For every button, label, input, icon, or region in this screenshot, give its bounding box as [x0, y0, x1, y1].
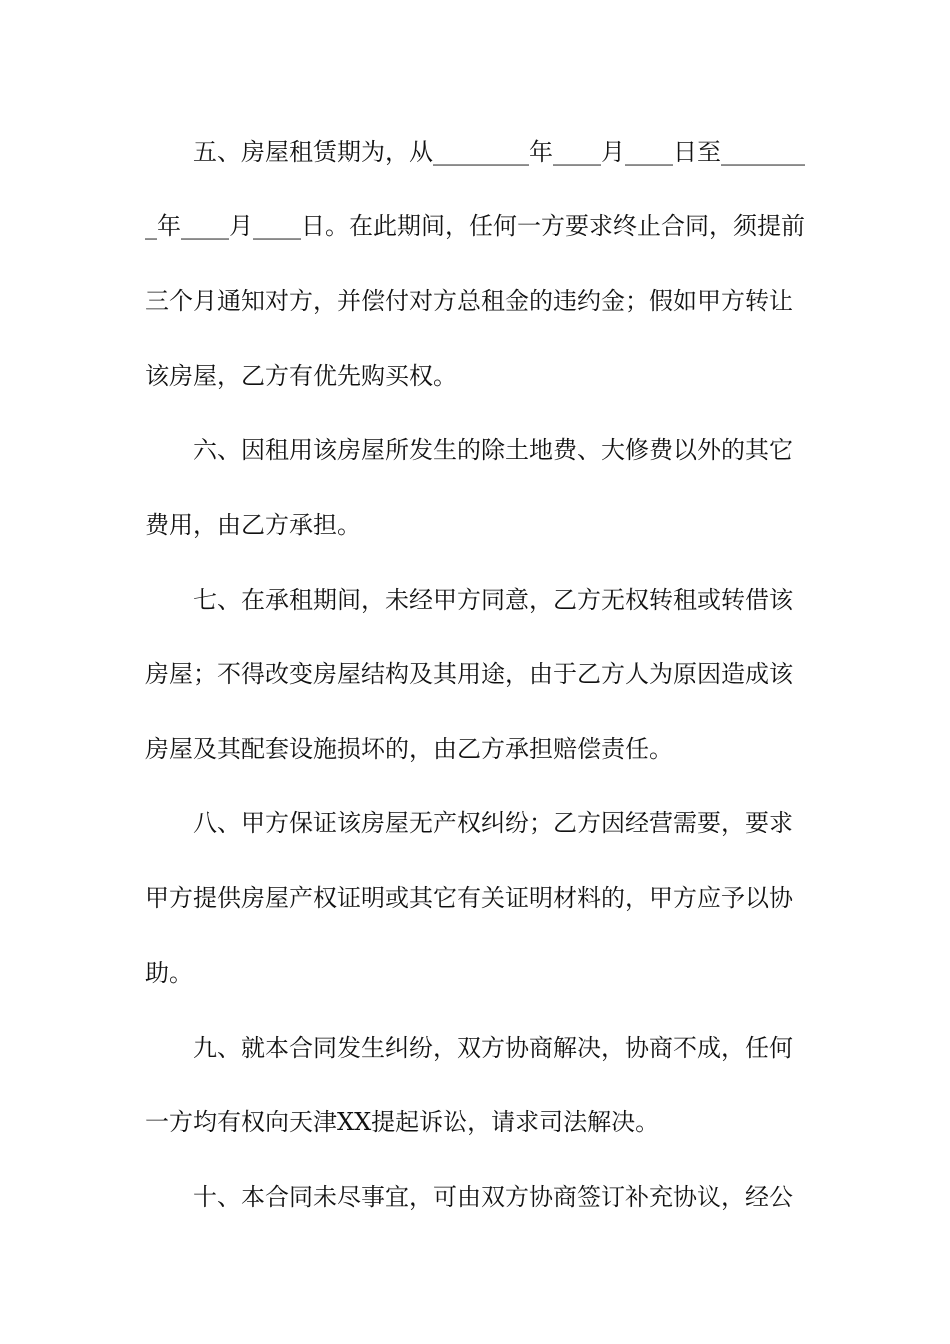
clause-5-line-1: 五、房屋租赁期为，从________年____月____日至_______	[193, 138, 805, 166]
clause-6-line-2: 费用，由乙方承担。	[145, 511, 361, 539]
clause-6-line-1: 六、因租用该房屋所发生的除土地费、大修费以外的其它	[193, 436, 793, 464]
clause-8-line-1: 八、甲方保证该房屋无产权纠纷；乙方因经营需要，要求	[193, 809, 793, 837]
clause-7-line-3: 房屋及其配套设施损坏的，由乙方承担赔偿责任。	[145, 735, 673, 763]
clause-9-line-1: 九、就本合同发生纠纷，双方协商解决，协商不成，任何	[193, 1034, 793, 1062]
clause-7-line-2: 房屋；不得改变房屋结构及其用途，由于乙方人为原因造成该	[145, 660, 793, 688]
clause-10-line-1: 十、本合同未尽事宜，可由双方协商签订补充协议，经公	[193, 1183, 793, 1211]
clause-7-line-1: 七、在承租期间，未经甲方同意，乙方无权转租或转借该	[193, 586, 793, 614]
clause-8-line-2: 甲方提供房屋产权证明或其它有关证明材料的，甲方应予以协	[145, 884, 793, 912]
clause-8-line-3: 助。	[145, 959, 193, 987]
clause-5-line-3: 三个月通知对方，并偿付对方总租金的违约金；假如甲方转让	[145, 287, 793, 315]
clause-5-line-4: 该房屋，乙方有优先购买权。	[145, 362, 457, 390]
clause-5-line-2: _年____月____日。在此期间，任何一方要求终止合同，须提前	[145, 212, 805, 240]
clause-9-line-2: 一方均有权向天津XX提起诉讼，请求司法解决。	[145, 1108, 660, 1136]
